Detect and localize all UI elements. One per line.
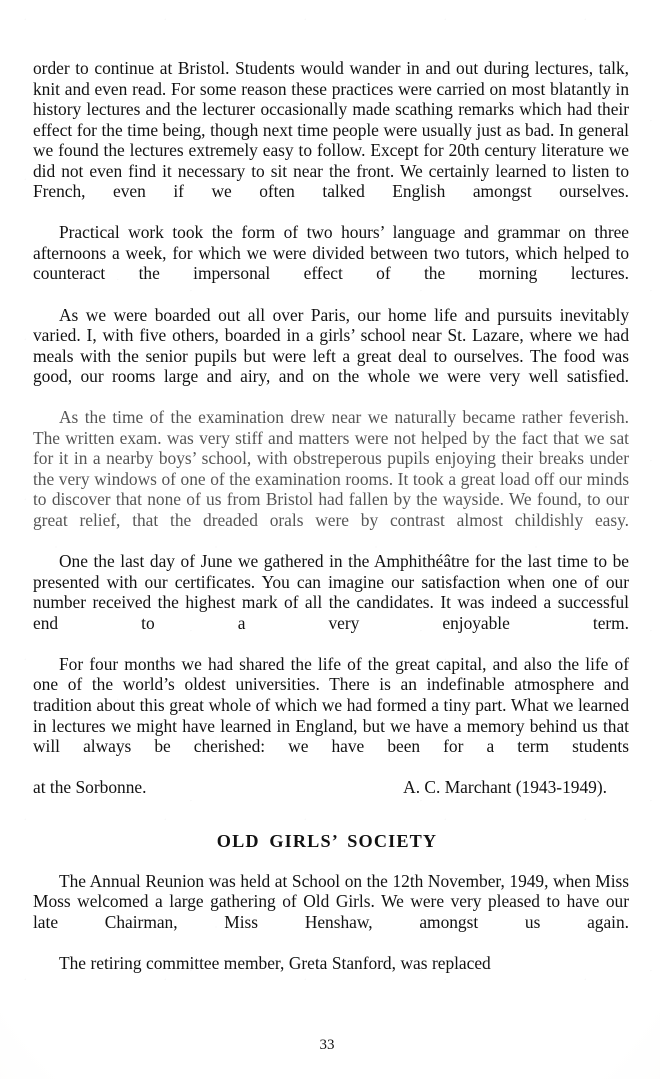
article-signature-line: [33, 777, 629, 798]
closing-text: at the Sorbonne.: [33, 777, 147, 798]
paragraph-boarding: As we were boarded out all over Paris, our home life and pursuits inevitably varied. I, with five others, boarded in a girls’ school near St. Lazare, where we had meals with the senior pupils but were left a great deal to ourselves. The food was good, our rooms large and airy, and on the whole we were very well satisfied.: [33, 304, 629, 387]
article-body: [33, 58, 629, 994]
page-content-column: [33, 0, 629, 1079]
page-number: 33: [319, 1037, 335, 1053]
section-heading-old-girls-society: OLD GIRLS’ SOCIETY: [216, 830, 438, 851]
paragraph-retiring-committee-member: The retiring committee member, Greta Stanford, was replaced: [59, 952, 491, 973]
paragraph-examination: As the time of the examination drew near we naturally became rather feverish. The written exam. was very stiff and matters were not helped by the fact that we sat for it in a nearby boys’ school, with obstreperous pupils enjoying their breaks under the very windows of one of the examination rooms. It took a great load off our minds to discover that none of us from Bristol had fallen by the wayside. We found, to our great relief, that the dreaded orals were by contrast almost childishly easy.: [33, 407, 629, 531]
paragraph-certificates: One the last day of June we gathered in the Amphithéâtre for the last time to be presented with our certificates. You can imagine our satisfaction when one of our number received the highest mark of all the candidates. It was indeed a successful end to a very enjoyable term.: [33, 551, 629, 633]
paragraph-continued-from-previous-page: order to continue at Bristol. Students would wander in and out during lectures, talk, knit and even read. For some reason these practices were carried on most blatantly in history lectures and the lecturer occasionally made scathing remarks which had their effect for the time being, though next time people were usually just as bad. In general we found the lectures extremely easy to follow. Except for 20th century literature we did not even find it necessary to sit near the front. We certainly learned to listen to French, even if we often talked English amongst ourselves.: [33, 58, 629, 202]
paragraph-four-months: For four months we had shared the life of the great capital, and also the life of one of the world’s oldest universities. There is an indefinable atmosphere and tradition about this great whole of which we had formed a tiny part. What we learned in lectures we might have learned in England, but we have a memory behind us that will always be cherished: we have been for a term students: [33, 653, 629, 757]
author-byline: A. C. Marchant (1943-1949).: [403, 777, 607, 798]
paragraph-annual-reunion: The Annual Reunion was held at School on the 12th November, 1949, when Miss Moss welcomed a large gathering of Old Girls. We were very pleased to have our late Chairman, Miss Henshaw, amongst us again.: [33, 870, 629, 932]
paragraph-practical-work: Practical work took the form of two hours’ language and grammar on three afternoons a week, for which we were divided between two tutors, which helped to counteract the impersonal effect of the morning lectures.: [33, 222, 629, 284]
